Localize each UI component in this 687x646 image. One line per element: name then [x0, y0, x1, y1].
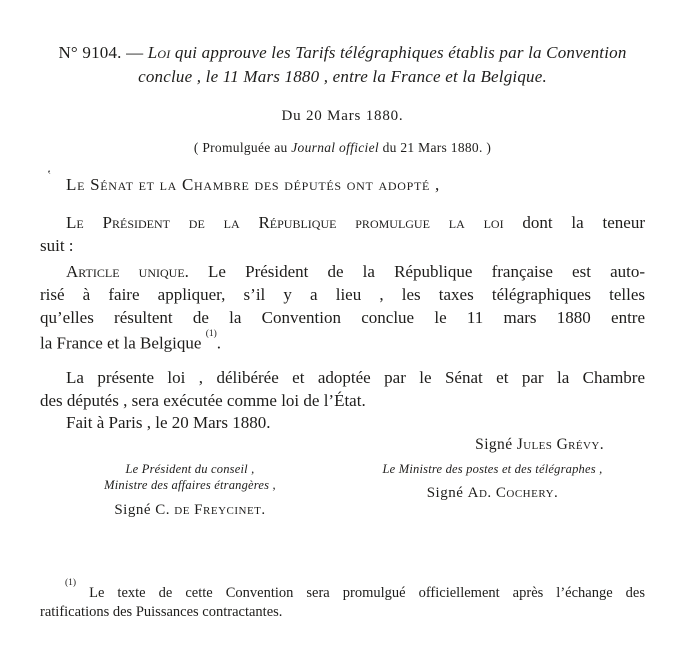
counter-signatures	[40, 461, 645, 519]
article-line4	[40, 329, 645, 355]
promulgation-suffix: du 21 Mars 1880. )	[378, 140, 492, 155]
footnote-reference-mark: (1)	[205, 329, 217, 339]
right-signatory-title-line1: Le Ministre des postes et des télégraphes ,	[382, 461, 603, 476]
promulgation-paragraph	[40, 211, 645, 257]
right-signatory-signature	[340, 485, 645, 502]
left-signatory-block	[40, 461, 340, 519]
right-signatory-name: Ad. Cochery.	[467, 484, 559, 501]
president-name: Jules Grévy.	[516, 435, 604, 453]
adoption-line: Le Sénat et la Chambre des députés ont adopté ,	[66, 175, 440, 194]
article-line1	[40, 260, 645, 283]
footnote-line1-text: Le texte de cette Convention sera promulgué officiellement après l’échange des	[76, 584, 645, 601]
article-line2: risé à faire appliquer, s’il y a lieu , les taxes télégraphiques telles	[40, 285, 645, 304]
promulgation-line1-rest: dont la teneur	[503, 213, 645, 232]
article-line4-text: la France et la Belgique	[40, 333, 206, 353]
title-separator: —	[121, 43, 148, 62]
stray-ink-mark: ‛	[47, 167, 52, 182]
right-signe-prefix: Signé	[426, 484, 468, 501]
president-smallcaps: Le Président de la République promulgue la loi	[66, 213, 504, 232]
text-block	[40, 0, 645, 622]
journal-officiel-reference: Journal officiel	[291, 140, 379, 155]
law-number: N° 9104.	[58, 43, 122, 62]
title-line1-rest: qui approuve les Tarifs télégraphiques établis par la Convention	[170, 43, 627, 62]
right-signatory-block	[340, 461, 645, 519]
closing-line1: La présente loi , délibérée et adoptée par le Sénat et par la Chambre	[66, 367, 645, 387]
article-line3: qu’elles résultent de la Convention conclue le 11 mars 1880 entre	[40, 308, 645, 327]
closing-line2: des députés , sera exécutée comme loi de l’État.	[40, 390, 366, 410]
signe-prefix: Signé	[475, 435, 517, 453]
law-date-line: Du 20 Mars 1880.	[281, 108, 404, 124]
footnote-line1	[40, 579, 645, 603]
promulgation-prefix: ( Promulguée au	[193, 140, 292, 155]
law-word: Loi	[147, 43, 171, 62]
law-title	[40, 41, 645, 89]
promulgation-paragraph-line2: suit :	[40, 236, 74, 255]
article-label: Article unique.	[66, 262, 189, 281]
president-signature-line	[40, 436, 645, 454]
article-line1-rest: Le Président de la République française est auto-	[188, 262, 645, 281]
left-signatory-title-line1: Le Président du conseil ,	[125, 461, 255, 476]
footnote-line2: ratifications des Puissances contractantes.	[40, 604, 283, 621]
article-unique-paragraph	[40, 260, 645, 355]
left-signatory-name: de Freycinet.	[174, 501, 266, 518]
promulgation-paragraph-line1	[40, 211, 645, 234]
left-signe-prefix: Signé C.	[114, 501, 175, 518]
footnote	[40, 579, 645, 623]
promulgation-line	[40, 140, 645, 156]
closing-paragraph	[40, 366, 645, 412]
left-signatory-title-line2: Ministre des affaires étrangères ,	[104, 477, 276, 492]
footnote-number: (1)	[65, 577, 77, 588]
article-line4-end: .	[216, 333, 222, 353]
fait-a-paris-line: Fait à Paris , le 20 Mars 1880.	[66, 412, 271, 432]
title-line2: conclue , le 11 Mars 1880 , entre la France et la Belgique.	[138, 67, 547, 86]
left-signatory-signature	[40, 502, 340, 519]
